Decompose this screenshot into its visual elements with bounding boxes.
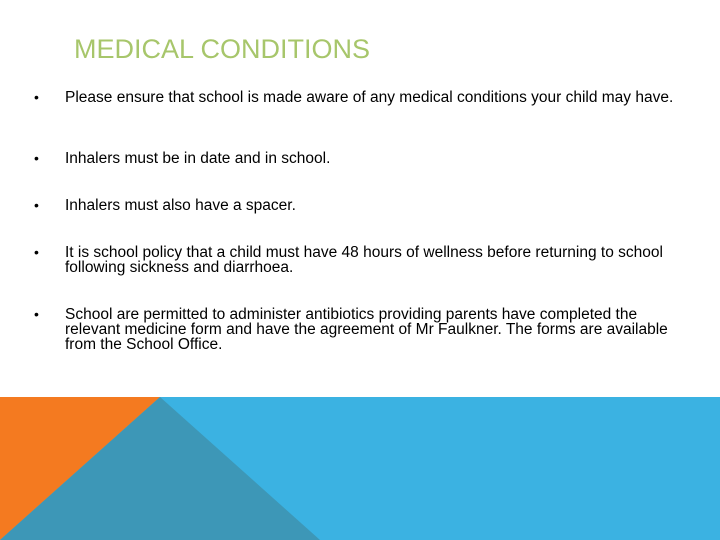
slide-title: MEDICAL CONDITIONS (74, 34, 371, 64)
bullet-text: Please ensure that school is made aware of any medical conditions your child may have. (65, 89, 674, 106)
bullet-icon: • (34, 197, 39, 213)
bullet-text: Inhalers must also have a spacer. (65, 197, 296, 214)
bullet-text: It is school policy that a child must have 48 hours of wellness before returning to school following sickness and diarrhoea. (65, 244, 663, 276)
bullet-icon: • (34, 244, 39, 260)
bullet-icon: • (34, 306, 39, 322)
bullet-text: School are permitted to administer antibiotics providing parents have completed the relevant medicine form and have the agreement of Mr Faulkner. The forms are available from the School Office. (65, 306, 668, 353)
bullet-text: Inhalers must be in date and in school. (65, 150, 331, 167)
bullet-icon: • (34, 89, 39, 105)
bullet-icon: • (34, 150, 39, 166)
